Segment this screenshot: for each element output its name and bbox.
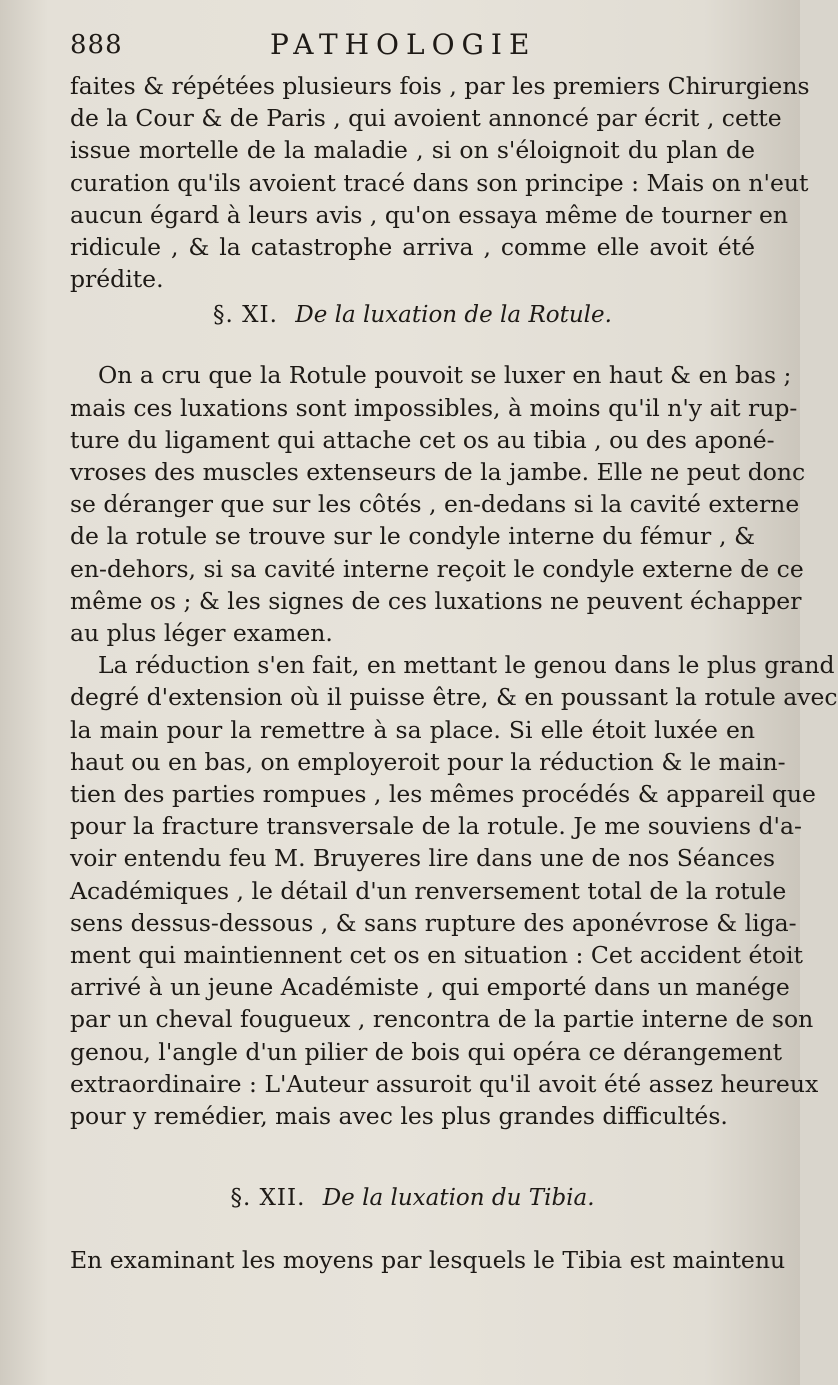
text-line: ture du ligament qui attache cet os au tibia , ou des aponé- bbox=[70, 425, 775, 454]
text-line: de la Cour & de Paris , qui avoient annoncé par écrit , cette bbox=[70, 104, 782, 133]
text-line: curation qu'ils avoient tracé dans son principe : Mais on n'eut bbox=[70, 168, 809, 197]
text-line: la main pour la remettre à sa place. Si elle étoit luxée en bbox=[70, 715, 755, 744]
text-line: mais ces luxations sont impossibles, à moins qu'il n'y ait rup- bbox=[70, 393, 798, 422]
text-line: en-dehors, si sa cavité interne reçoit le condyle externe de ce bbox=[70, 554, 804, 583]
text-line: faites & répétées plusieurs fois , par les premiers Chirurgiens bbox=[70, 72, 810, 100]
text-line: On a cru que la Rotule pouvoit se luxer en haut & en bas ; bbox=[98, 361, 792, 390]
text-line: tien des parties rompues , les mêmes procédés & appareil que bbox=[70, 780, 816, 809]
text-line: arrivé à un jeune Académiste , qui emporté dans un manége bbox=[70, 973, 790, 1002]
page-body bbox=[70, 70, 838, 1277]
text-line: Académiques , le détail d'un renversement total de la rotule bbox=[70, 876, 787, 905]
text-line: haut ou en bas, on employeroit pour la réduction & le main- bbox=[70, 747, 786, 776]
text-line: sens dessus-dessous , & sans rupture des aponévrose & liga- bbox=[70, 908, 797, 937]
text-line: La réduction s'en fait, en mettant le genou dans le plus grand bbox=[98, 651, 835, 680]
text-line: extraordinaire : L'Auteur assuroit qu'il avoit été assez heureux bbox=[70, 1069, 819, 1098]
text-line: même os ; & les signes de ces luxations ne peuvent échapper bbox=[70, 586, 802, 615]
section-number: §. XII. bbox=[230, 1185, 306, 1212]
paragraph-rotule bbox=[70, 359, 806, 649]
continuation-paragraph bbox=[70, 70, 810, 295]
paragraph-tibia bbox=[70, 1244, 786, 1276]
text-line: se déranger que sur les côtés , en-dedans si la cavité externe bbox=[70, 490, 800, 519]
section-title: De la luxation du Tibia. bbox=[322, 1185, 595, 1212]
text-line: au plus léger examen. bbox=[70, 619, 333, 648]
text-line: degré d'extension où il puisse être, & en poussant la rotule avec bbox=[70, 683, 838, 712]
text-line: vroses des muscles extenseurs de la jambe. Elle ne peut donc bbox=[70, 458, 806, 487]
text-line: ment qui maintiennent cet os en situation : Cet accident étoit bbox=[70, 941, 803, 970]
text-line: ridicule , & la catastrophe arriva , comme elle avoit été bbox=[70, 233, 755, 262]
text-line: prédite. bbox=[70, 265, 164, 294]
page-header bbox=[70, 28, 754, 64]
section-number: §. XI. bbox=[213, 302, 278, 329]
text-line: pour la fracture transversale de la rotule. Je me souviens d'a- bbox=[70, 812, 802, 841]
paragraph-reduction bbox=[70, 649, 838, 1132]
page-number: 888 bbox=[70, 30, 123, 60]
text-line: En examinant les moyens par lesquels le Tibia est maintenu bbox=[70, 1246, 786, 1275]
section-heading-12 bbox=[70, 1182, 755, 1214]
text-line: par un cheval fougueux , rencontra de la partie interne de son bbox=[70, 1005, 814, 1034]
text-line: voir entendu feu M. Bruyeres lire dans une de nos Séances bbox=[70, 844, 776, 873]
running-head: PATHOLOGIE bbox=[270, 28, 537, 61]
text-line: aucun égard à leurs avis , qu'on essaya même de tourner en bbox=[70, 200, 789, 229]
text-line: pour y remédier, mais avec les plus grandes difficultés. bbox=[70, 1102, 728, 1131]
section-heading-11 bbox=[70, 299, 755, 331]
text-line: genou, l'angle d'un pilier de bois qui opéra ce dérangement bbox=[70, 1037, 783, 1066]
text-line: de la rotule se trouve sur le condyle interne du fémur , & bbox=[70, 522, 755, 551]
text-line: issue mortelle de la maladie , si on s'éloignoit du plan de bbox=[70, 136, 755, 165]
section-title: De la luxation de la Rotule. bbox=[295, 302, 612, 329]
